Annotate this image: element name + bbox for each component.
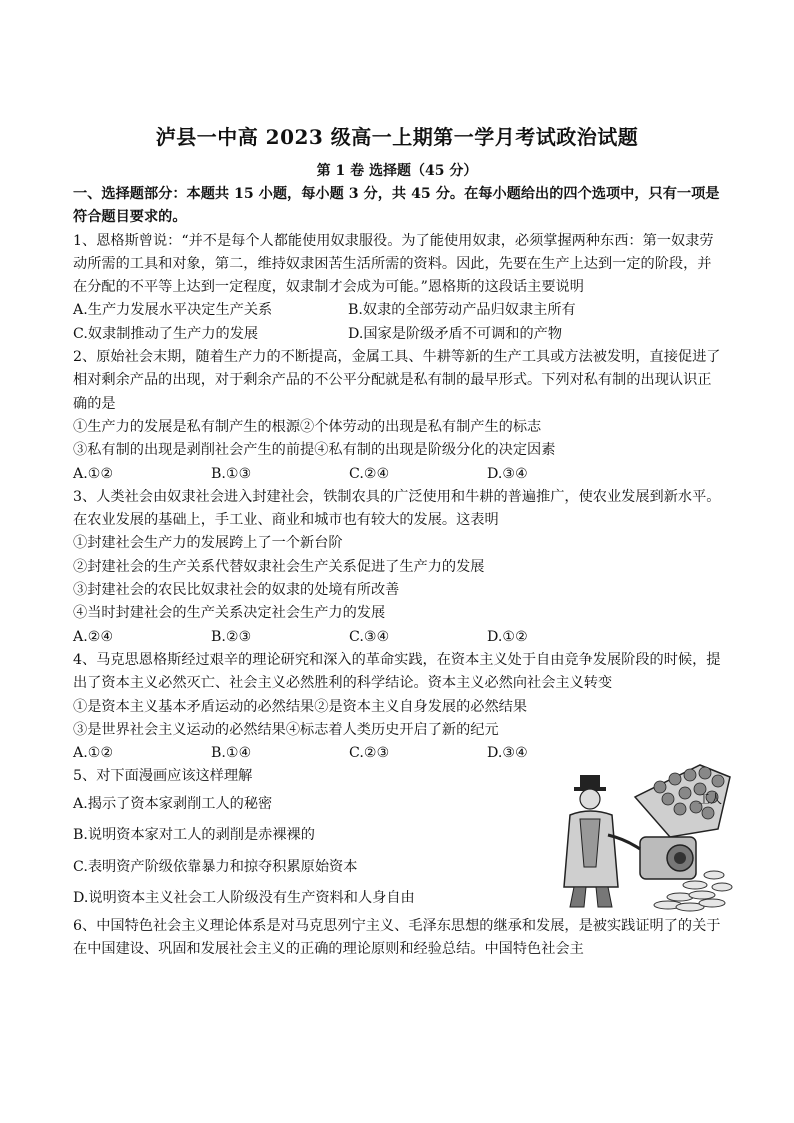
question-3-options <box>73 626 725 649</box>
q5-option-d: D.说明资本主义社会工人阶级没有生产资料和人身自由 <box>73 890 415 907</box>
q1-option-d: D.国家是阶级矛盾不可调和的产物 <box>348 325 563 342</box>
question-1-options-row1 <box>73 299 725 322</box>
q3-option-b: B.②③ <box>211 628 252 645</box>
q3-option-c: C.③④ <box>349 628 390 645</box>
q4-statement-line-1: ①是资本主义基本矛盾运动的必然结果②是资本主义自身发展的必然结果 <box>73 698 528 715</box>
q1-option-c: C.奴隶制推动了生产力的发展 <box>73 325 259 342</box>
q5-option-a: A.揭示了资本家剥削工人的秘密 <box>73 795 273 812</box>
q1-option-a: A.生产力发展水平决定生产关系 <box>73 302 273 319</box>
q5-option-c: C.表明资产阶级依靠暴力和掠夺积累原始资本 <box>73 858 358 875</box>
q4-option-a: A.①② <box>73 745 114 762</box>
section-instructions: 一、选择题部分：本题共 15 小题，每小题 3 分，共 45 分。在每小题给出的四个选项中，只有一项是符合题目要求的。 <box>73 186 720 226</box>
exam-content <box>73 183 725 961</box>
question-2-options <box>73 463 725 486</box>
q2-option-a: A.①② <box>73 465 114 482</box>
question-3-stem: 3、人类社会由奴隶社会进入封建社会，铁制农具的广泛使用和牛耕的普遍推广，使农业发展到新水平。在农业发展的基础上，手工业、商业和城市也有较大的发展。这表明 <box>73 488 721 529</box>
question-5-stem: 5、对下面漫画应该这样理解 <box>73 768 253 785</box>
capitalist-cartoon-image <box>540 757 735 915</box>
q3-statement-1: ①封建社会生产力的发展跨上了一个新台阶 <box>73 535 343 552</box>
section-subtitle: 第 1 卷 选择题（45 分） <box>316 163 478 179</box>
question-2-stem: 2、原始社会末期，随着生产力的不断提高，金属工具、牛耕等新的生产工具或方法被发明，直接促进了相对剩余产品的出现，对于剩余产品的不公平分配就是私有制的最早形式。下列对私有制的出现认识正确的是 <box>73 349 721 412</box>
question-5-block <box>73 765 725 914</box>
q1-option-b: B.奴隶的全部劳动产品归奴隶主所有 <box>348 302 576 319</box>
question-1-stem: 1、恩格斯曾说：“并不是每个人都能使用奴隶服役。为了能使用奴隶，必须掌握两种东西：第一奴隶劳动所需的工具和对象，第二，维持奴隶困苦生活所需的资料。因此，先要在生产上达到一定的阶段，并在分配的不平等上达到一定程度，奴隶制才会成为可能。”恩格斯的这段话主要说明 <box>73 232 714 296</box>
question-4-stem: 4、马克思恩格斯经过艰辛的理论研究和深入的革命实践，在资本主义处于自由竞争发展阶段的时候，提出了资本主义必然灭亡、社会主义必然胜利的科学结论。资本主义必然向社会主义转变 <box>73 651 721 692</box>
q2-option-c: C.②④ <box>349 465 390 482</box>
q4-option-b: B.①④ <box>211 745 252 762</box>
q2-option-d: D.③④ <box>487 465 528 482</box>
question-1-options-row2 <box>73 323 725 346</box>
q3-statement-3: ③封建社会的农民比奴隶社会的奴隶的处境有所改善 <box>73 582 400 599</box>
exam-title: 泸县一中高 2023 级高一上期第一学月考试政治试题 <box>155 125 639 149</box>
question-6-stem: 6、中国特色社会主义理论体系是对马克思列宁主义、毛泽东思想的继承和发展，是被实践证明了的关于在中国建设、巩固和发展社会主义的正确的理论原则和经验总结。中国特色社会主 <box>73 917 721 958</box>
q2-option-b: B.①③ <box>211 465 252 482</box>
q3-statement-2: ②封建社会的生产关系代替奴隶社会生产关系促进了生产力的发展 <box>73 558 485 575</box>
q3-option-a: A.②④ <box>73 628 114 645</box>
q5-option-b: B.说明资本家对工人的剥削是赤裸裸的 <box>73 827 315 844</box>
q2-statement-line-2: ③私有制的出现是剥削社会产生的前提④私有制的出现是阶级分化的决定因素 <box>73 442 556 459</box>
q2-statement-line-1: ①生产力的发展是私有制产生的根源②个体劳动的出现是私有制产生的标志 <box>73 418 542 435</box>
q3-statement-4: ④当时封建社会的生产关系决定社会生产力的发展 <box>73 605 386 622</box>
cartoon-worker-label: 工人 <box>698 792 723 807</box>
q4-option-d: D.③④ <box>487 745 528 762</box>
q4-statement-line-2: ③是世界社会主义运动的必然结果④标志着人类历史开启了新的纪元 <box>73 721 499 738</box>
q4-option-c: C.②③ <box>349 745 390 762</box>
q3-option-d: D.①② <box>487 628 528 645</box>
